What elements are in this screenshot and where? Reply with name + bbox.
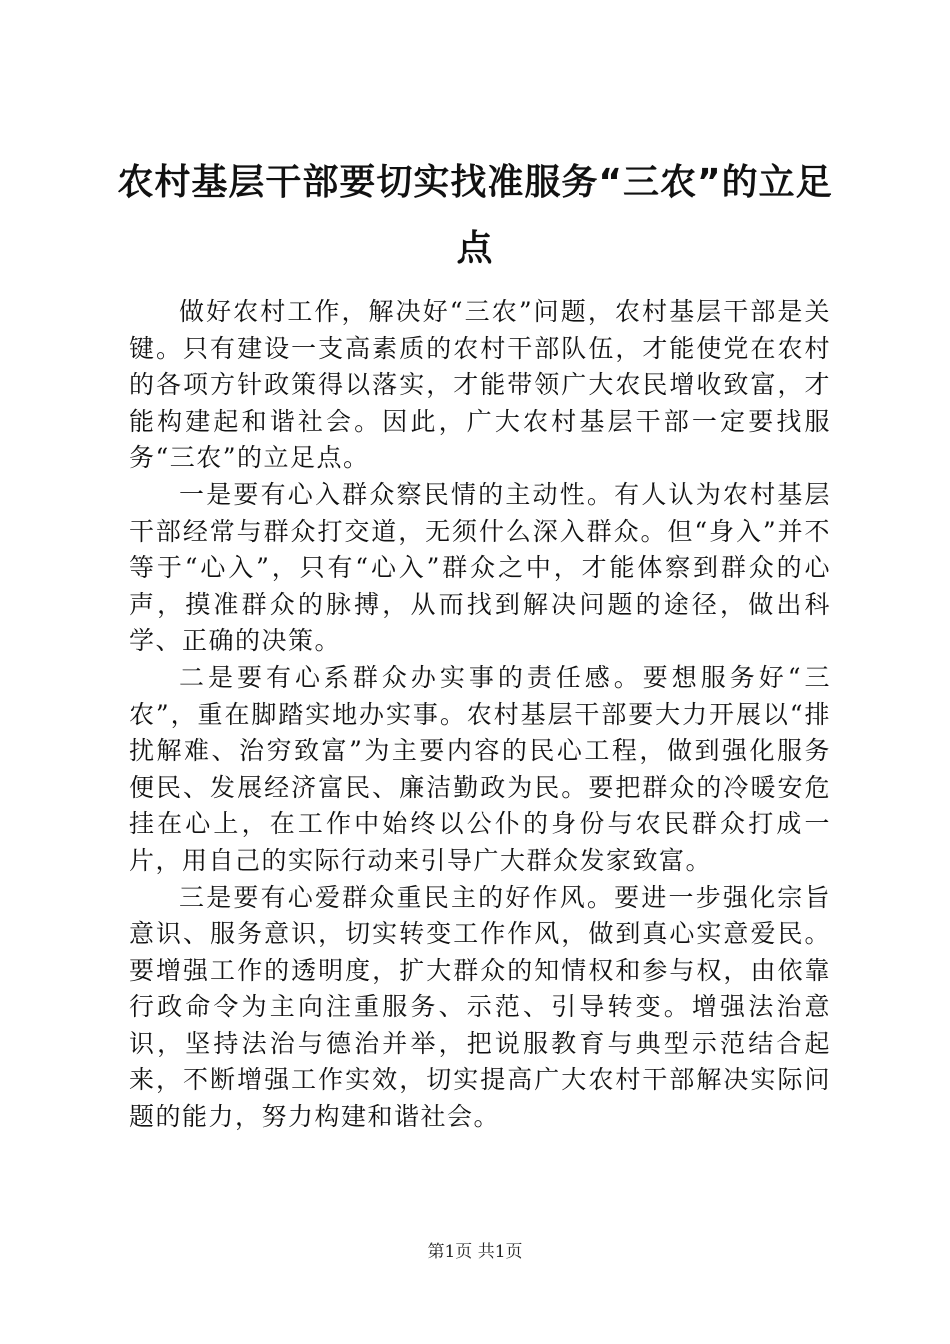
document-title: 农村基层干部要切实找准服务“三农”的立足点: [117, 162, 833, 269]
document-body: [129, 294, 831, 1136]
page-footer: 第1页 共1页: [427, 1242, 523, 1262]
paragraph-point-three: 三是要有心爱群众重民主的好作风。要进一步强化宗旨意识、服务意识，切实转变工作作风，做到真心实意爱民。要增强工作的透明度，扩大群众的知情权和参与权，由依靠行政命令为主向注重服务、示范、引导转变。增强法治意识，坚持法治与德治并举，把说服教育与典型示范结合起来，不断增强工作实效，切实提高广大农村干部解决实际问题的能力，努力构建和谐社会。: [129, 882, 831, 1132]
paragraph-point-one: 一是要有心入群众察民情的主动性。有人认为农村基层干部经常与群众打交道，无须什么深入群众。但“身入”并不等于“心入”，只有“心入”群众之中，才能体察到群众的心声，摸准群众的脉搏，从而找到解决问题的途径，做出科学、正确的决策。: [129, 479, 831, 656]
paragraph-intro: 做好农村工作，解决好“三农”问题，农村基层干部是关键。只有建设一支高素质的农村干部队伍，才能使党在农村的各项方针政策得以落实，才能带领广大农民增收致富，才能构建起和谐社会。因此，广大农村基层干部一定要找服务“三农”的立足点。: [129, 297, 831, 473]
paragraph-point-two: 二是要有心系群众办实事的责任感。要想服务好“三农”，重在脚踏实地办实事。农村基层干部要大力开展以“排扰解难、治穷致富”为主要内容的民心工程，做到强化服务便民、发展经济富民、廉洁勤政为民。要把群众的冷暖安危挂在心上，在工作中始终以公仆的身份与农民群众打成一片，用自己的实际行动来引导广大群众发家致富。: [129, 662, 831, 875]
